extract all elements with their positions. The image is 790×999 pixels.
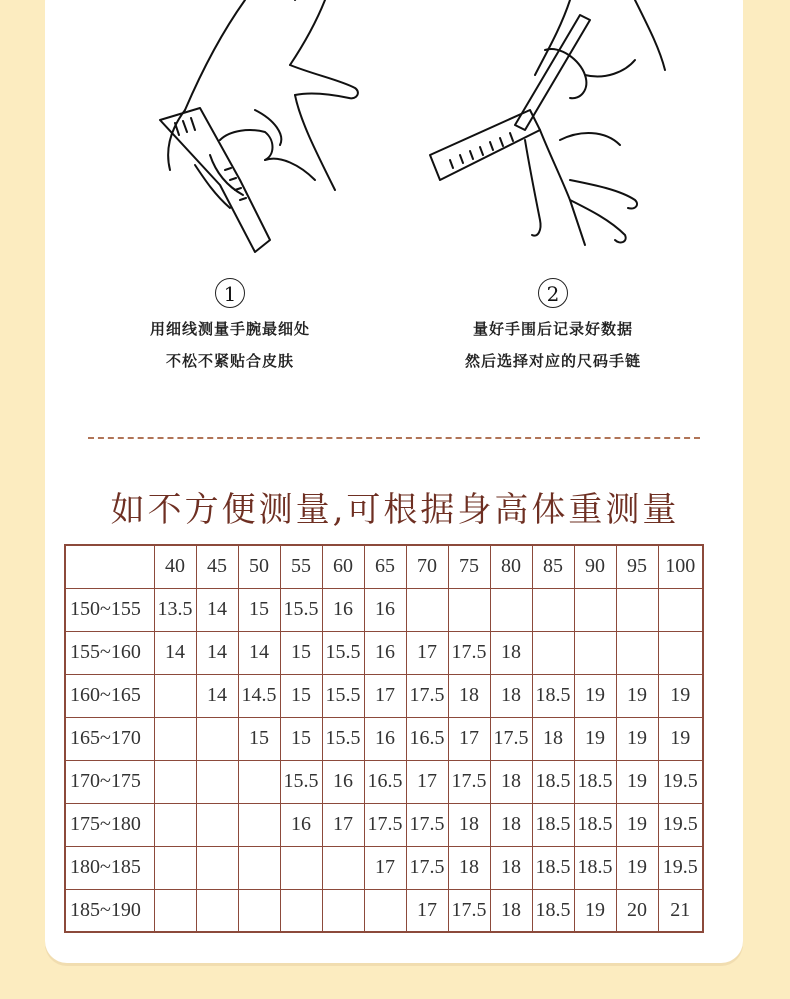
size-cell: 19 [616, 846, 658, 889]
size-cell: 18.5 [574, 846, 616, 889]
size-cell: 19 [616, 760, 658, 803]
size-cell: 17 [364, 846, 406, 889]
size-cell: 16 [280, 803, 322, 846]
size-cell: 18 [490, 803, 532, 846]
size-cell [154, 760, 196, 803]
size-cell: 18.5 [532, 803, 574, 846]
height-range-cell: 165~170 [65, 717, 154, 760]
size-cell: 18.5 [532, 889, 574, 932]
size-cell [490, 588, 532, 631]
size-cell: 17 [448, 717, 490, 760]
size-cell: 16 [322, 588, 364, 631]
weight-header-cell: 55 [280, 545, 322, 588]
size-cell [532, 631, 574, 674]
size-cell: 19 [616, 803, 658, 846]
size-cell: 17.5 [448, 631, 490, 674]
size-cell: 15.5 [322, 631, 364, 674]
size-cell [238, 803, 280, 846]
weight-header-cell: 90 [574, 545, 616, 588]
step-2-line-1: 量好手围后记录好数据 [472, 320, 633, 338]
step-1-line-1: 用细线测量手腕最细处 [149, 320, 310, 338]
size-table [64, 544, 704, 933]
height-range-cell: 155~160 [65, 631, 154, 674]
size-cell: 15.5 [322, 717, 364, 760]
size-cell [280, 889, 322, 932]
hand-measuring-wrist-icon [125, 0, 375, 280]
size-cell: 15 [238, 588, 280, 631]
size-cell: 17.5 [406, 846, 448, 889]
size-cell: 18 [490, 846, 532, 889]
table-row [65, 588, 703, 631]
size-cell [532, 588, 574, 631]
size-cell: 19 [658, 717, 703, 760]
table-row [65, 846, 703, 889]
corner-cell [65, 545, 154, 588]
size-cell [364, 889, 406, 932]
size-cell: 18 [490, 760, 532, 803]
step-2-number: 2 [538, 278, 568, 308]
size-cell [280, 846, 322, 889]
size-cell: 18 [490, 889, 532, 932]
weight-header-cell: 85 [532, 545, 574, 588]
size-cell: 16 [364, 631, 406, 674]
size-cell: 17.5 [448, 889, 490, 932]
size-cell: 18 [490, 674, 532, 717]
size-cell [238, 846, 280, 889]
size-cell: 15 [280, 674, 322, 717]
weight-header-cell: 100 [658, 545, 703, 588]
weight-header-cell: 70 [406, 545, 448, 588]
size-cell: 15 [280, 717, 322, 760]
height-range-cell: 180~185 [65, 846, 154, 889]
size-cell: 14 [196, 588, 238, 631]
size-cell: 17 [406, 889, 448, 932]
headline: 如不方便测量,可根据身高体重测量 [110, 490, 680, 530]
size-cell: 16 [364, 717, 406, 760]
size-cell: 19.5 [658, 760, 703, 803]
step-1-text [80, 313, 380, 377]
size-cell: 14.5 [238, 674, 280, 717]
size-cell [196, 717, 238, 760]
size-cell: 15.5 [280, 588, 322, 631]
size-cell [448, 588, 490, 631]
size-cell: 15 [238, 717, 280, 760]
size-cell: 19.5 [658, 803, 703, 846]
size-cell: 18 [448, 803, 490, 846]
size-cell [154, 803, 196, 846]
step-1-number: 1 [215, 278, 245, 308]
size-cell: 17.5 [406, 674, 448, 717]
size-cell: 17.5 [448, 760, 490, 803]
size-cell: 18 [490, 631, 532, 674]
table-row [65, 717, 703, 760]
size-cell: 14 [196, 674, 238, 717]
size-cell: 17 [406, 760, 448, 803]
table-row [65, 803, 703, 846]
size-cell [238, 889, 280, 932]
size-cell [154, 889, 196, 932]
table-row [65, 631, 703, 674]
size-cell: 17.5 [490, 717, 532, 760]
size-cell: 17 [364, 674, 406, 717]
weight-header-cell: 65 [364, 545, 406, 588]
size-cell: 19 [574, 717, 616, 760]
size-cell [658, 588, 703, 631]
size-cell [658, 631, 703, 674]
size-cell: 16 [322, 760, 364, 803]
hand-reading-tape-icon [420, 0, 680, 270]
size-cell: 19 [574, 889, 616, 932]
step-1-line-2: 不松不紧贴合皮肤 [165, 352, 294, 370]
weight-header-cell: 75 [448, 545, 490, 588]
table-row [65, 889, 703, 932]
size-cell: 17.5 [364, 803, 406, 846]
size-cell: 15.5 [280, 760, 322, 803]
size-cell: 14 [154, 631, 196, 674]
size-cell: 16 [364, 588, 406, 631]
header-row [65, 545, 703, 588]
table-row [65, 760, 703, 803]
height-range-cell: 175~180 [65, 803, 154, 846]
size-cell [616, 588, 658, 631]
size-cell [406, 588, 448, 631]
size-cell [238, 760, 280, 803]
size-cell: 21 [658, 889, 703, 932]
height-range-cell: 185~190 [65, 889, 154, 932]
size-cell [196, 803, 238, 846]
weight-header-cell: 40 [154, 545, 196, 588]
size-cell: 18 [532, 717, 574, 760]
size-cell [154, 846, 196, 889]
size-cell: 17 [406, 631, 448, 674]
weight-header-cell: 60 [322, 545, 364, 588]
size-cell: 19 [616, 674, 658, 717]
weight-header-cell: 80 [490, 545, 532, 588]
size-cell: 18.5 [574, 803, 616, 846]
size-cell: 19 [658, 674, 703, 717]
step-2-text [403, 313, 703, 377]
size-cell: 18.5 [574, 760, 616, 803]
size-cell: 18.5 [532, 674, 574, 717]
size-cell: 13.5 [154, 588, 196, 631]
size-cell: 15.5 [322, 674, 364, 717]
weight-header-cell: 95 [616, 545, 658, 588]
weight-header-cell: 45 [196, 545, 238, 588]
weight-header-cell: 50 [238, 545, 280, 588]
size-cell: 18 [448, 674, 490, 717]
size-cell: 16.5 [406, 717, 448, 760]
size-cell: 17.5 [406, 803, 448, 846]
size-cell: 14 [196, 631, 238, 674]
size-cell: 19 [616, 717, 658, 760]
size-cell [196, 889, 238, 932]
size-cell [154, 717, 196, 760]
size-cell: 18 [448, 846, 490, 889]
size-cell: 15 [280, 631, 322, 674]
size-cell: 17 [322, 803, 364, 846]
table-row [65, 674, 703, 717]
size-cell: 14 [238, 631, 280, 674]
size-cell: 20 [616, 889, 658, 932]
size-cell [322, 846, 364, 889]
size-cell: 18.5 [532, 760, 574, 803]
height-range-cell: 160~165 [65, 674, 154, 717]
size-cell [574, 588, 616, 631]
size-cell [196, 846, 238, 889]
height-range-cell: 150~155 [65, 588, 154, 631]
size-cell [196, 760, 238, 803]
size-cell [322, 889, 364, 932]
step-2-line-2: 然后选择对应的尺码手链 [464, 352, 641, 370]
size-cell: 19 [574, 674, 616, 717]
size-cell [616, 631, 658, 674]
size-cell [154, 674, 196, 717]
size-cell: 18.5 [532, 846, 574, 889]
size-cell: 19.5 [658, 846, 703, 889]
size-cell: 16.5 [364, 760, 406, 803]
size-cell [574, 631, 616, 674]
dashed-divider [88, 437, 700, 439]
height-range-cell: 170~175 [65, 760, 154, 803]
